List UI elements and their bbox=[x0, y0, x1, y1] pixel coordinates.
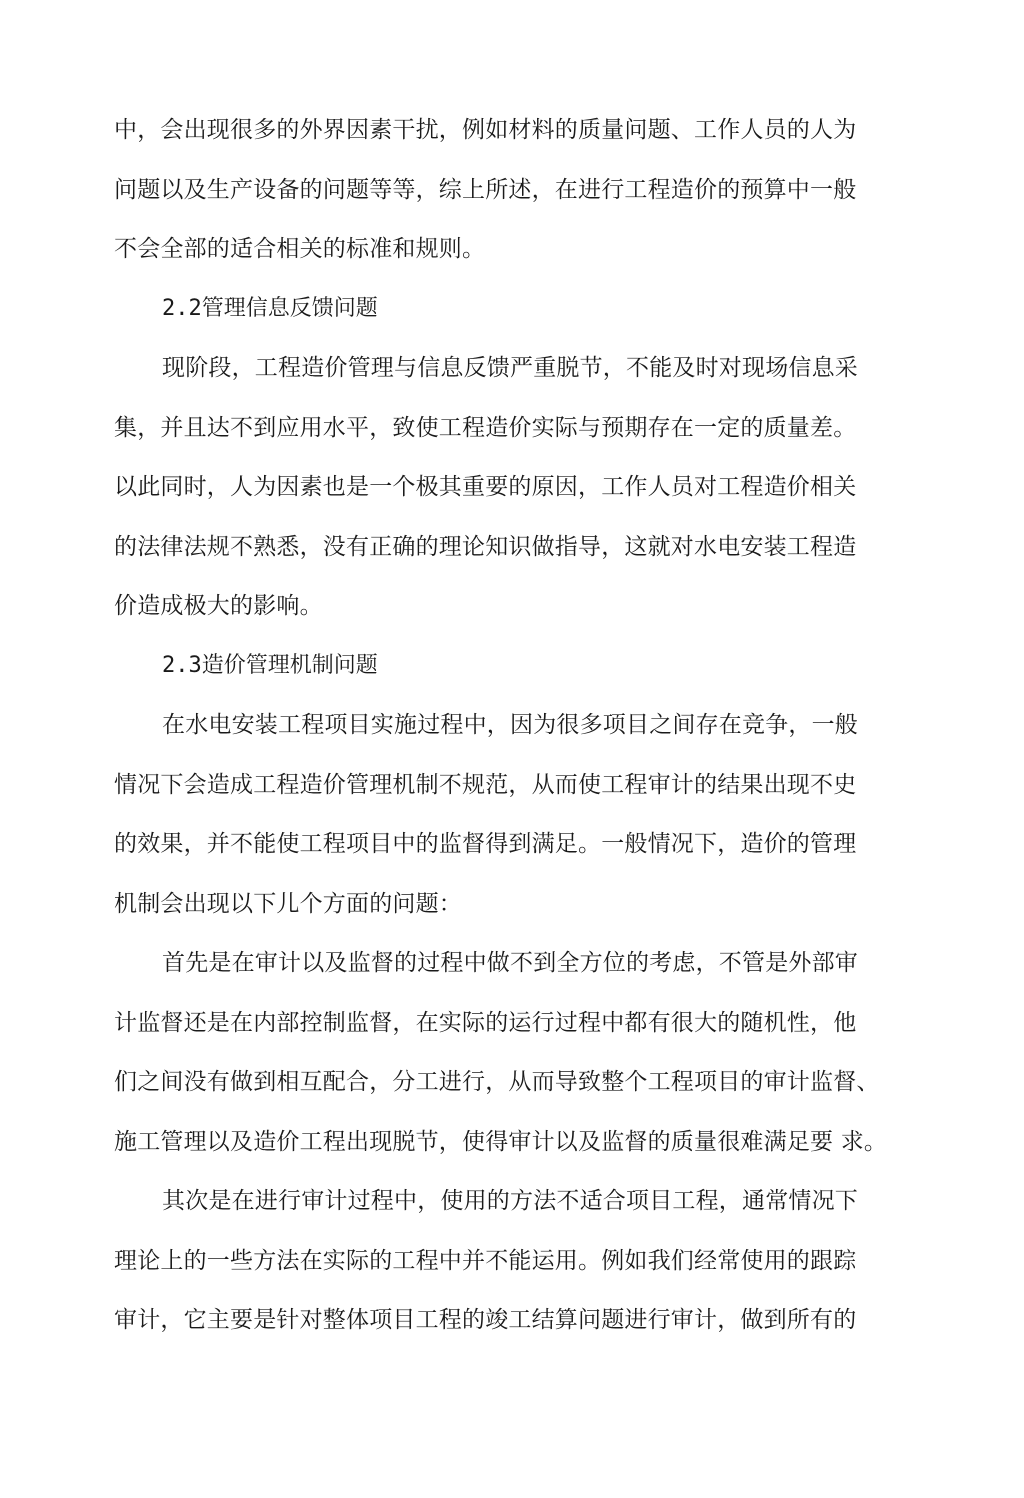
text-line: 问题以及生产设备的问题等等，综上所述，在进行工程造价的预算中一般 bbox=[114, 177, 857, 203]
text-line: 现阶段，工程造价管理与信息反馈严重脱节，不能及时对现场信息采 bbox=[162, 355, 858, 381]
text-line: 情况下会造成工程造价管理机制不规范，从而使工程审计的结果出现不史 bbox=[114, 772, 857, 798]
text-line: 价造成极大的影响。 bbox=[114, 593, 323, 619]
text-line: 们之间没有做到相互配合，分工进行，从而导致整个工程项目的审计监督、 bbox=[114, 1069, 880, 1095]
text-line: 其次是在进行审计过程中，使用的方法不适合项目工程，通常情况下 bbox=[162, 1188, 858, 1214]
text-line: 不会全部的适合相关的标准和规则。 bbox=[114, 236, 486, 262]
section-heading: 2.2管理信息反馈问题 bbox=[162, 296, 378, 321]
text-line: 首先是在审计以及监督的过程中做不到全方位的考虑，不管是外部审 bbox=[162, 950, 858, 976]
text-line: 的效果，并不能使工程项目中的监督得到满足。一般情况下，造价的管理 bbox=[114, 831, 857, 857]
text-line: 理论上的一些方法在实际的工程中并不能运用。例如我们经常使用的跟踪 bbox=[114, 1248, 857, 1274]
text-line: 审计，它主要是针对整体项目工程的竣工结算问题进行审计，做到所有的 bbox=[114, 1307, 857, 1333]
text-line: 中，会出现很多的外界因素干扰，例如材料的质量问题、工作人员的人为 bbox=[114, 117, 857, 143]
section-heading: 2.3造价管理机制问题 bbox=[162, 653, 378, 678]
text-line: 施工管理以及造价工程出现脱节，使得审计以及监督的质量很难满足要 求。 bbox=[114, 1129, 888, 1155]
text-line: 集，并且达不到应用水平，致使工程造价实际与预期存在一定的质量差。 bbox=[114, 415, 857, 441]
text-line: 在水电安装工程项目实施过程中，因为很多项目之间存在竞争，一般 bbox=[162, 712, 858, 738]
text-line: 计监督还是在内部控制监督，在实际的运行过程中都有很大的随机性，他 bbox=[114, 1010, 857, 1036]
text-line: 以此同时，人为因素也是一个极其重要的原因，工作人员对工程造价相关 bbox=[114, 474, 857, 500]
text-line: 的法律法规不熟悉，没有正确的理论知识做指导，这就对水电安装工程造 bbox=[114, 534, 857, 560]
text-line: 机制会出现以下儿个方面的问题： bbox=[114, 891, 462, 917]
